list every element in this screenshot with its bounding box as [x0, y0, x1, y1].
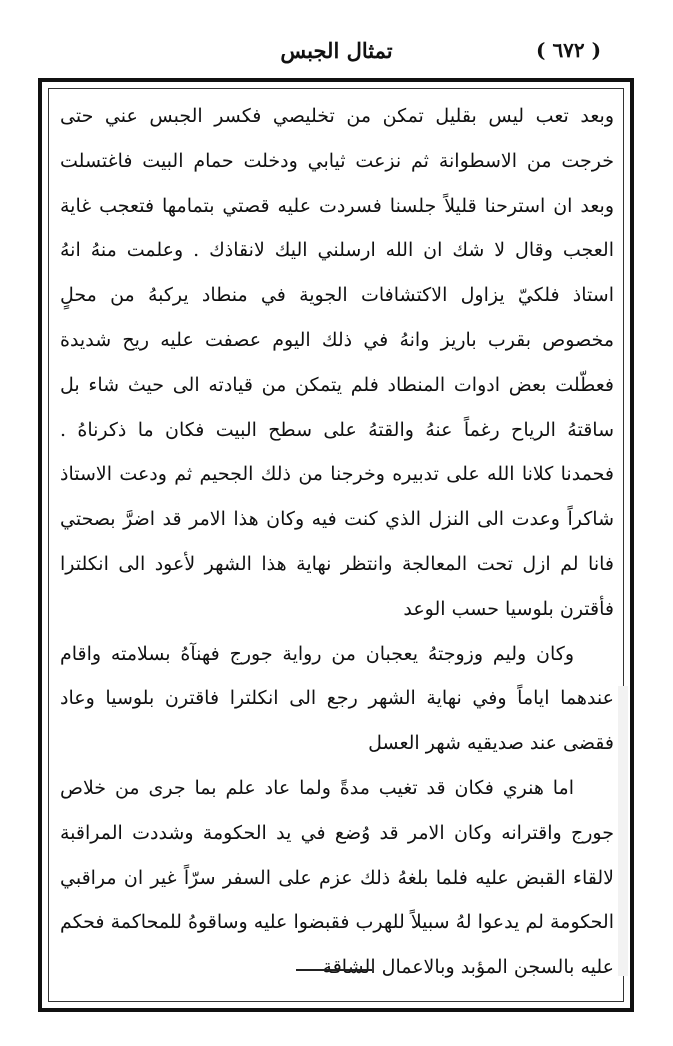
end-ornament — [296, 968, 372, 972]
page-number: ( ٦٧٢ ) — [536, 38, 602, 62]
scan-smudge — [618, 686, 628, 976]
body-text — [60, 94, 614, 990]
paragraph-1: وبعد تعب ليس بقليل تمكن من تخليصي فكسر الجبس عني حتى خرجت من الاسطوانة ثم نزعت ثيابي ودخلت حمام البيت فاغتسلت وبعد ان استرحنا قليلاً جلسنا فسردت عليه قصتي بتمامها فتعجب غاية العجب وقال لا شك ان الله ارسلني اليك لانقاذك . وعلمت منهُ انهُ استاذ فلكيّ يزاول الاكتشافات الجوية في منطاد يركبهُ من محلٍ مخصوص بقرب باريز وانهُ في ذلك اليوم عصفت عليه ريح شديدة فعطّلت بعض ادوات المنطاد فلم يتمكن من قيادته الى حيث شاء بل ساقتهُ الرياح رغماً عنهُ والقتهُ على سطح البيت فكان ما ذكرناهُ . فحمدنا كلانا الله على تدبيره وخرجنا من ذلك الجحيم ثم ودعت الاستاذ شاكراً وعدت الى النزل الذي كنت فيه وكان هذا الامر قد اضرَّ بصحتي فانا لم ازل تحت المعالجة وانتظر نهاية هذا الشهر لأعود الى انكلترا فأقترن بلوسيا حسب الوعد — [60, 105, 614, 620]
paragraph-2: وكان وليم وزوجتهُ يعجبان من رواية جورج فهنآهُ بسلامته واقام عندهما اياماً وفي نهاية الشهر رجع الى انكلترا فاقترن بلوسيا وعاد فقضى عند صديقيه شهر العسل — [60, 642, 614, 755]
paragraph-3: اما هنري فكان قد تغيب مدةً ولما عاد علم بما جرى من خلاص جورج واقترانه وكان الامر قد وُضع في يد الحكومة وشددت المراقبة لالقاء القبض عليه فلما بلغهُ ذلك عزم على السفر سرّاً غير ان مراقبي الحكومة لم يدعوا لهُ سبيلاً للهرب فقبضوا عليه وساقوهُ للمحاكمة فحكم عليه بالسجن المؤبد وبالاعمال الشاقة — [60, 776, 614, 979]
end-ornament-line — [296, 968, 372, 972]
page-header — [40, 34, 633, 74]
running-title: تمثال الجبس — [280, 38, 393, 63]
